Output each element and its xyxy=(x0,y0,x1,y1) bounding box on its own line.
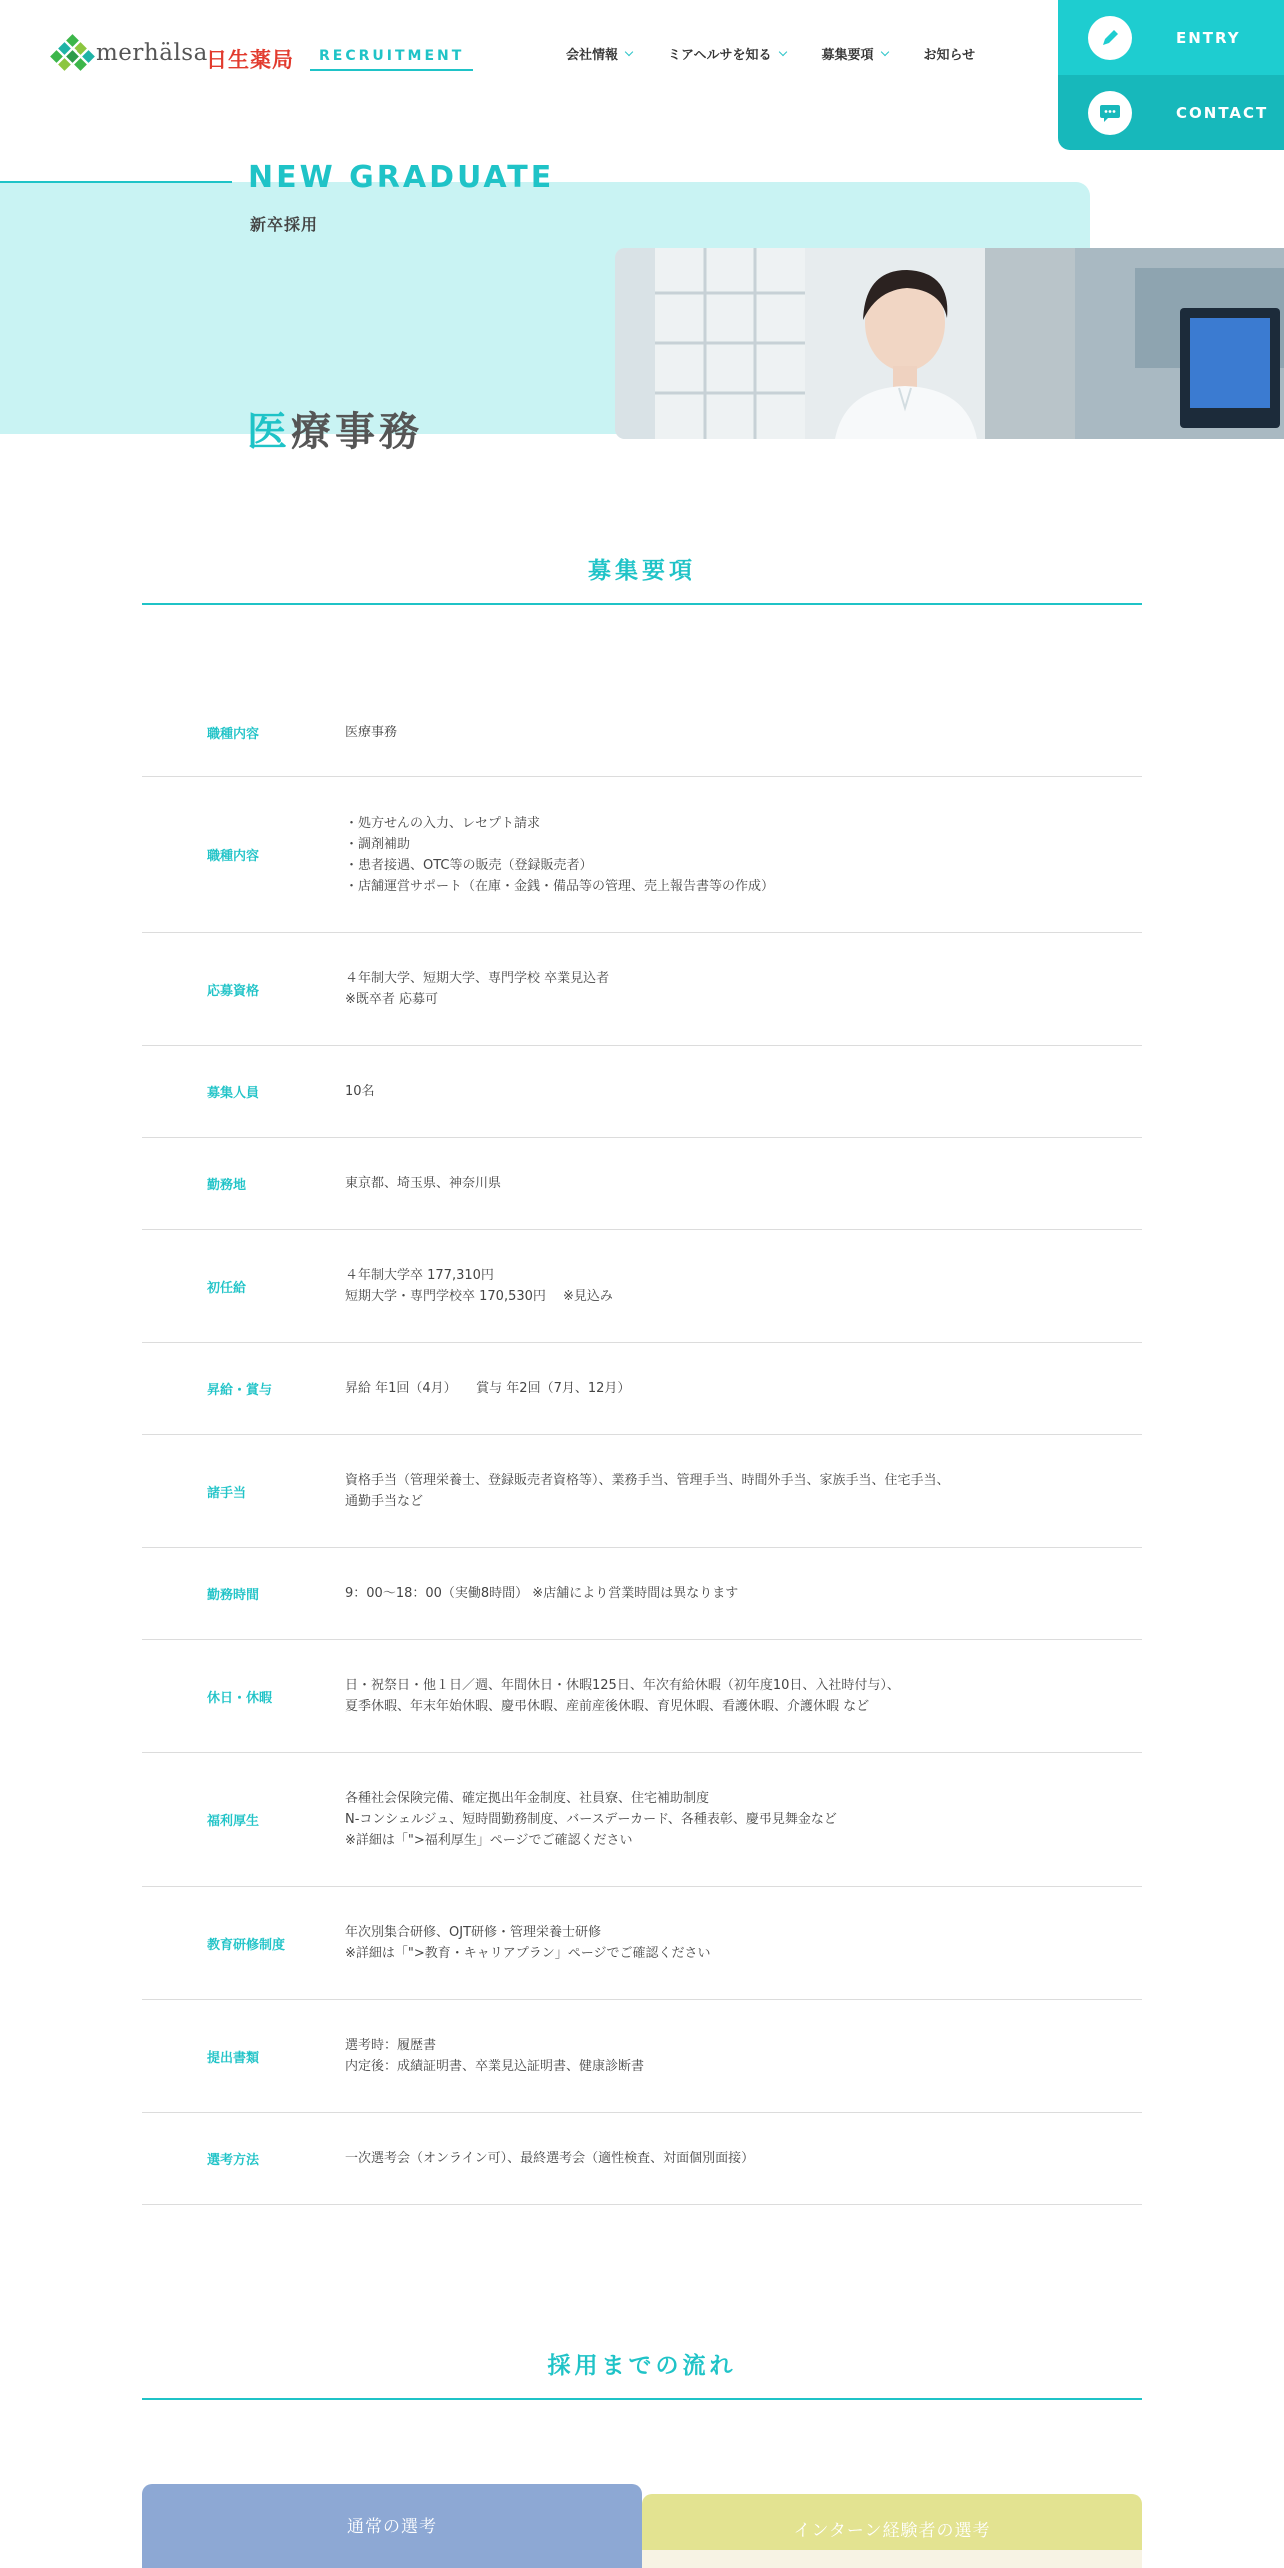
row-value: 10名 xyxy=(345,1084,375,1099)
cta-panel xyxy=(1058,0,1284,150)
chat-bubble-icon xyxy=(1088,91,1132,135)
logo-text: merhälsa xyxy=(96,40,208,66)
row-label: 勤務時間 xyxy=(207,1588,260,1603)
table-row xyxy=(142,1138,1142,1230)
row-value: 医療事務 xyxy=(345,724,398,740)
hero-photo xyxy=(615,248,1284,439)
chevron-down-icon xyxy=(880,47,888,55)
hero-en-title: NEW GRADUATE xyxy=(248,160,555,195)
row-label: 応募資格 xyxy=(207,983,260,999)
job-title xyxy=(247,400,423,457)
row-value: 各種社会保険完備、確定拠出年金制度、社員寮、住宅補助制度 N-コンシェルジュ、短時間勤務制度、バースデーカード、各種表彰、慶弔見舞金など ※詳細は「">福利厚生」ページでご確認ください xyxy=(345,1791,837,1848)
row-label: 提出書類 xyxy=(207,2050,260,2066)
nav-item-label: 募集要項 xyxy=(821,48,874,63)
row-value: 日・祝祭日・他１日／週、年間休日・休暇125日、年次有給休暇（初年度10日、入社時付与）、 夏季休暇、年末年始休暇、慶弔休暇、産前産後休暇、育児休暇、看護休暇、介護休暇 など xyxy=(345,1678,900,1714)
row-label: 諸手当 xyxy=(207,1485,247,1501)
nav-item-label: 会社情報 xyxy=(566,48,619,63)
table-row xyxy=(142,1548,1142,1640)
site-header xyxy=(0,0,1284,122)
row-value: 9：00〜18：00（実働8時間） ※店舗により営業時間は異なります xyxy=(345,1586,739,1601)
flow-heading-line xyxy=(142,2398,1142,2400)
nav-item-news[interactable] xyxy=(924,44,976,63)
nissei-pharmacy-logo[interactable]: 日生薬局 xyxy=(206,48,294,72)
table-row xyxy=(142,688,1142,777)
job-title-accent: 医 xyxy=(247,409,291,455)
chevron-down-icon xyxy=(778,47,786,55)
requirements-table xyxy=(142,688,1142,2205)
contact-button[interactable] xyxy=(1058,75,1284,150)
row-label: 職種内容 xyxy=(207,849,260,864)
row-value: ４年制大学卒 177,310円 短期大学・専門学校卒 170,530円 ※見込み xyxy=(345,1268,613,1304)
hero-accent-line xyxy=(0,181,232,183)
row-label: 選考方法 xyxy=(207,2153,260,2168)
nav-item-about[interactable] xyxy=(668,44,785,63)
active-tab-indicator xyxy=(372,2550,408,2566)
nav-item-label: お知らせ xyxy=(923,48,976,63)
row-value: 一次選考会（オンライン可）、最終選考会（適性検査、対面個別面接） xyxy=(345,2151,755,2166)
pencil-icon xyxy=(1088,16,1132,60)
merhalsa-logo[interactable] xyxy=(54,34,208,72)
table-row xyxy=(142,1435,1142,1548)
flow-heading: 採用までの流れ xyxy=(547,2353,737,2379)
hero-jp-subtitle: 新卒採用 xyxy=(250,215,319,234)
row-value: 年次別集合研修、OJT研修・管理栄養士研修 ※詳細は「">教育・キャリアプラン」ページでご確認ください xyxy=(345,1925,711,1961)
tab-normal-selection[interactable]: 通常の選考 xyxy=(142,2484,642,2568)
requirements-heading-line xyxy=(142,603,1142,605)
table-row xyxy=(142,2113,1142,2205)
nav-item-company[interactable] xyxy=(566,44,632,63)
global-nav xyxy=(566,44,975,63)
table-row xyxy=(142,933,1142,1046)
row-value: 資格手当（管理栄養士、登録販売者資格等）、業務手当、管理手当、時間外手当、家族手当、住宅手当、 通勤手当など xyxy=(345,1473,950,1509)
nav-item-requirements[interactable] xyxy=(822,44,888,63)
recruitment-label[interactable]: RECRUITMENT xyxy=(310,46,473,71)
nav-item-label: ミアヘルサを知る xyxy=(668,48,772,63)
row-value: 昇給 年1回（4月） 賞与 年2回（7月、12月） xyxy=(345,1381,631,1396)
row-value: ４年制大学、短期大学、専門学校 卒業見込者 ※既卒者 応募可 xyxy=(345,971,610,1007)
row-label: 休日・休暇 xyxy=(207,1690,273,1706)
entry-label: ENTRY xyxy=(1176,28,1241,47)
logo-mark-icon xyxy=(54,34,92,72)
entry-button[interactable] xyxy=(1058,0,1284,75)
table-row xyxy=(142,1343,1142,1435)
job-title-rest: 療事務 xyxy=(291,409,423,455)
table-row xyxy=(142,1753,1142,1887)
table-row xyxy=(142,1230,1142,1343)
table-row xyxy=(142,1640,1142,1753)
row-label: 勤務地 xyxy=(207,1178,247,1193)
contact-label: CONTACT xyxy=(1176,103,1269,122)
row-value: ・処方せんの入力、レセプト請求 ・調剤補助 ・患者接遇、OTC等の販売（登録販売者） ・店舗運営サポート（在庫・金銭・備品等の管理、売上報告書等の作成） xyxy=(345,815,775,894)
table-row xyxy=(142,2000,1142,2113)
row-label: 昇給・賞与 xyxy=(207,1383,273,1398)
row-value: 東京都、埼玉県、神奈川県 xyxy=(345,1176,502,1191)
requirements-heading: 募集要項 xyxy=(588,558,696,584)
row-label: 初任給 xyxy=(207,1280,247,1296)
row-label: 福利厚生 xyxy=(207,1814,260,1829)
row-label: 職種内容 xyxy=(207,726,260,742)
tab-intern-selection[interactable]: インターン経験者の選考 xyxy=(642,2494,1142,2568)
table-row xyxy=(142,1887,1142,2000)
table-row xyxy=(142,1046,1142,1138)
row-value: 選考時：履歴書 内定後：成績証明書、卒業見込証明書、健康診断書 xyxy=(345,2038,645,2074)
chevron-down-icon xyxy=(625,47,633,55)
row-label: 募集人員 xyxy=(207,1086,260,1101)
row-label: 教育研修制度 xyxy=(207,1937,286,1953)
table-row xyxy=(142,777,1142,933)
